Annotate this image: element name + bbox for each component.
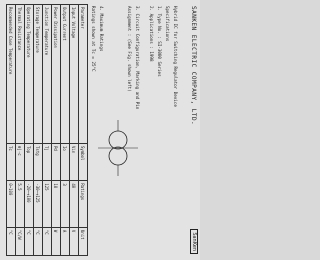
column-header: Ratings (79, 181, 88, 228)
ratings-table (6, 4, 88, 256)
company-title: SANKEN ELECTRIC COMPANY, LTD. (190, 6, 197, 126)
table-header-row (79, 5, 88, 256)
table-cell: Pd (52, 144, 61, 181)
table-cell: Tstg (34, 144, 43, 181)
circuit-node (109, 147, 127, 165)
table-cell: °C/W (16, 227, 25, 255)
table-row (43, 5, 52, 256)
table-cell: Power Dissipation (52, 5, 61, 144)
table-row (25, 5, 34, 256)
table-cell: Junction Temperature (43, 5, 52, 144)
table-cell: Tc (7, 144, 16, 181)
table-cell: Io (61, 144, 70, 181)
body-line: Hybrid IC for Switching Regulator Device (173, 6, 178, 107)
table-cell: °C (43, 227, 52, 255)
table-cell: -20~+100 (25, 181, 34, 228)
circuit-node (109, 131, 127, 149)
table-cell: Recommended Case Temperature (7, 5, 16, 144)
table-cell: 125 (43, 181, 52, 228)
column-header: Unit (79, 227, 88, 255)
table-cell: Vin (70, 144, 79, 181)
table-row (61, 5, 70, 256)
table-cell: Storage Temperature (34, 5, 43, 144)
column-header: Parameter (79, 5, 88, 144)
table-cell: °C (25, 227, 34, 255)
body-line: Assignment : (See Fig. shown left) (127, 6, 132, 92)
table-cell: 18 (52, 181, 61, 228)
table-cell: 40 (70, 181, 79, 228)
body-line: 3. Circuit Configuration, Marking and Pin (135, 6, 140, 110)
table-cell: Tj (43, 144, 52, 181)
company-logo: SanKen (190, 229, 198, 254)
table-cell: Thermal Resistance (16, 5, 25, 144)
table-cell: -30~+125 (34, 181, 43, 228)
table-row (7, 5, 16, 256)
body-line: 2. Applications : 1998 (149, 6, 154, 62)
body-line: Specifications (165, 6, 170, 42)
table-cell: θj-c (16, 144, 25, 181)
table-cell: 3 (61, 181, 70, 228)
column-header: Symbol (79, 144, 88, 181)
table-row (52, 5, 61, 256)
table-row (70, 5, 79, 256)
table-cell: °C (7, 227, 16, 255)
table-row (34, 5, 43, 256)
table-cell: V (70, 227, 79, 255)
table-row (16, 5, 25, 256)
table-cell: Top (25, 144, 34, 181)
table-cell: Output Current (61, 5, 70, 144)
body-line: 4. Maximum Ratings (99, 6, 104, 52)
body-line: Ratings shown at Tc = 25°C (91, 6, 96, 72)
circuit-diagram (98, 120, 138, 176)
table-cell: A (61, 227, 70, 255)
body-line: 1. Type No. : SI-3000 Series (157, 6, 162, 77)
table-cell: °C (34, 227, 43, 255)
table-cell: 5.5 (16, 181, 25, 228)
table-cell: 0~100 (7, 181, 16, 228)
table-cell: Operating Temperature (25, 5, 34, 144)
table-cell: W (52, 227, 61, 255)
table-cell: Input Voltage (70, 5, 79, 144)
